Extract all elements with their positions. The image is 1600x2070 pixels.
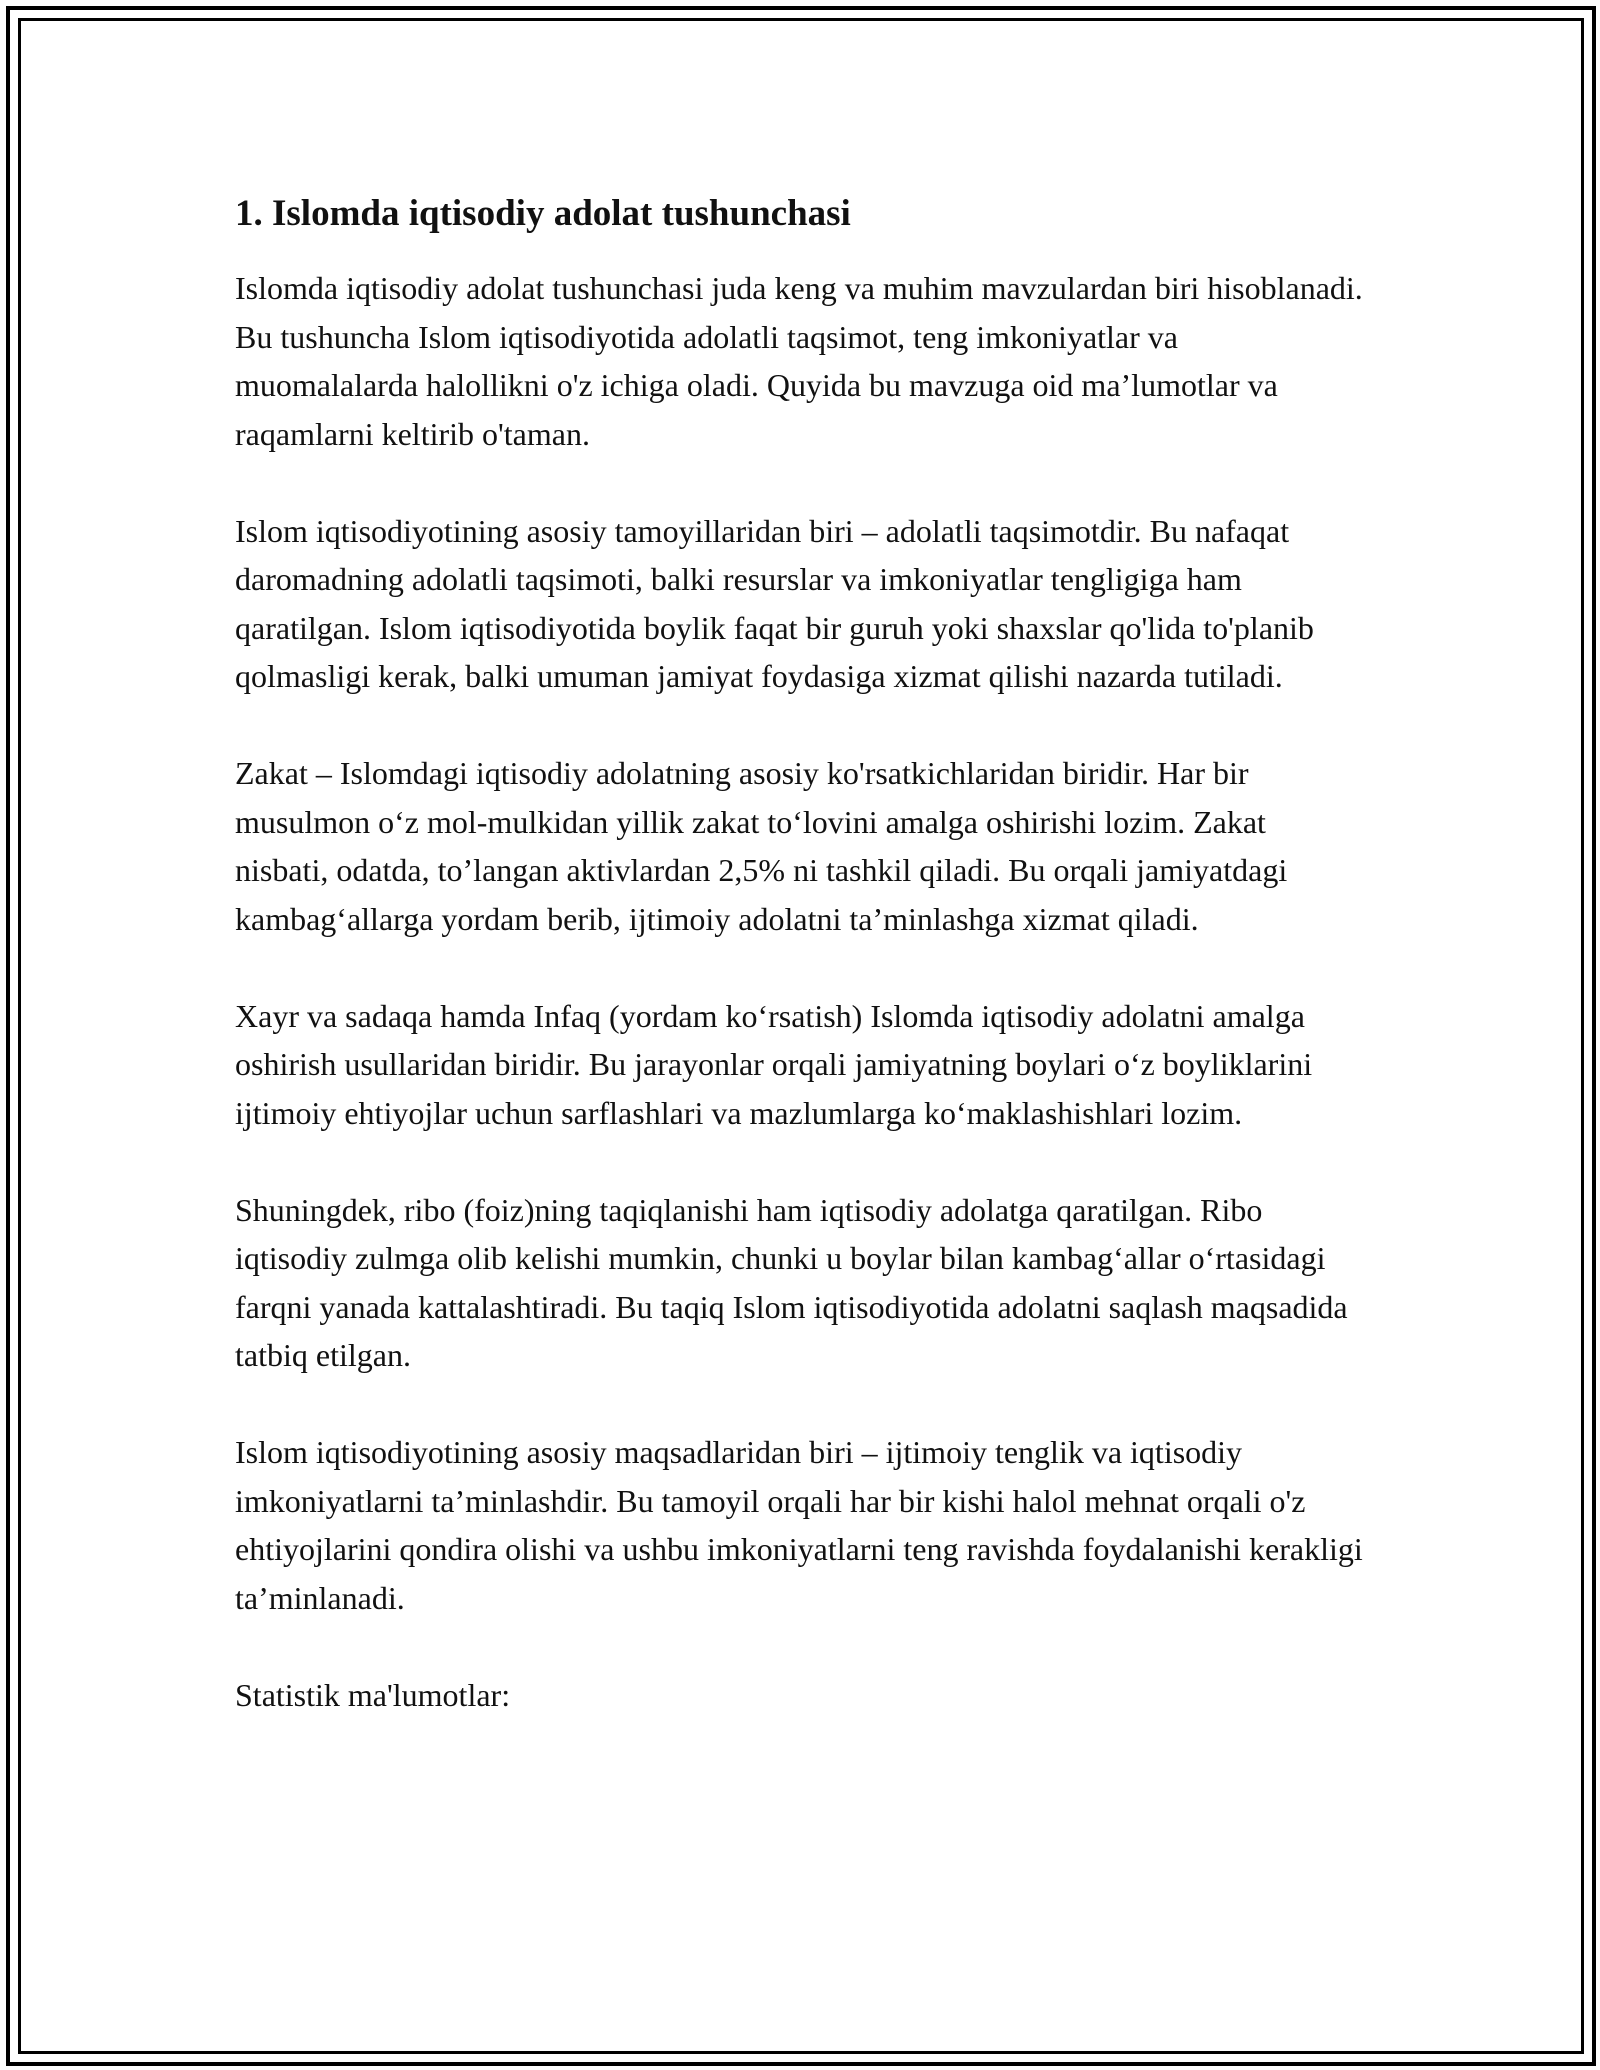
paragraph-fair-distribution: Islom iqtisodiyotining asosiy tamoyillaridan biri – adolatli taqsimotdir. Bu nafaqat daromadning adolatli taqsimoti, balki resurslar va imkoniyatlar tengligiga ham qaratilgan. Islom iqtisodiyotida boylik faqat bir guruh yoki shaxslar qo'lida to'planib qolmasligi kerak, balki umuman jamiyat foydasiga xizmat qilishi nazarda tutiladi.	[235, 512, 1314, 694]
paragraph-intro: Islomda iqtisodiy adolat tushunchasi juda keng va muhim mavzulardan biri hisoblanadi. Bu tushuncha Islom iqtisodiyotida adolatli taqsimot, teng imkoniyatlar va muomalalarda halollikni o'z ichiga oladi. Quyida bu mavzuga oid ma’lumotlar va raqamlarni keltirib o'taman.	[235, 270, 1363, 452]
document-body	[235, 184, 1365, 1719]
paragraph-zakat: Zakat – Islomdagi iqtisodiy adolatning asosiy ko'rsatkichlaridan biridir. Har bir musulmon o‘z mol-mulkidan yillik zakat to‘lovini amalga oshirishi lozim. Zakat nisbati, odatda, to’langan aktivlardan 2,5% ni tashkil qiladi. Bu orqali jamiyatdagi kambag‘allarga yordam berib, ijtimoiy adolatni ta’minlashga xizmat qiladi.	[235, 755, 1288, 937]
section-heading: 1. Islomda iqtisodiy adolat tushunchasi	[235, 193, 851, 234]
paragraph-social-equality: Islom iqtisodiyotining asosiy maqsadlaridan biri – ijtimoiy tenglik va iqtisodiy imkoniyatlarni ta’minlashdir. Bu tamoyil orqali har bir kishi halol mehnat orqali o'z ehtiyojlarini qondira olishi va ushbu imkoniyatlarni teng ravishda foydalanishi kerakligi ta’minlanadi.	[235, 1434, 1363, 1616]
paragraph-riba: Shuningdek, ribo (foiz)ning taqiqlanishi ham iqtisodiy adolatga qaratilgan. Ribo iqtisodiy zulmga olib kelishi mumkin, chunki u boylar bilan kambag‘allar o‘rtasidagi farqni yanada kattalashtiradi. Bu taqiq Islom iqtisodiyotida adolatni saqlash maqsadida tatbiq etilgan.	[235, 1191, 1348, 1373]
paragraph-charity: Xayr va sadaqa hamda Infaq (yordam ko‘rsatish) Islomda iqtisodiy adolatni amalga oshirish usullaridan biridir. Bu jarayonlar orqali jamiyatning boylari o‘z boyliklarini ijtimoiy ehtiyojlar uchun sarflashlari va mazlumlarga ko‘maklashishlari lozim.	[235, 997, 1313, 1131]
paragraph-statistics-label: Statistik ma'lumotlar:	[235, 1676, 511, 1713]
